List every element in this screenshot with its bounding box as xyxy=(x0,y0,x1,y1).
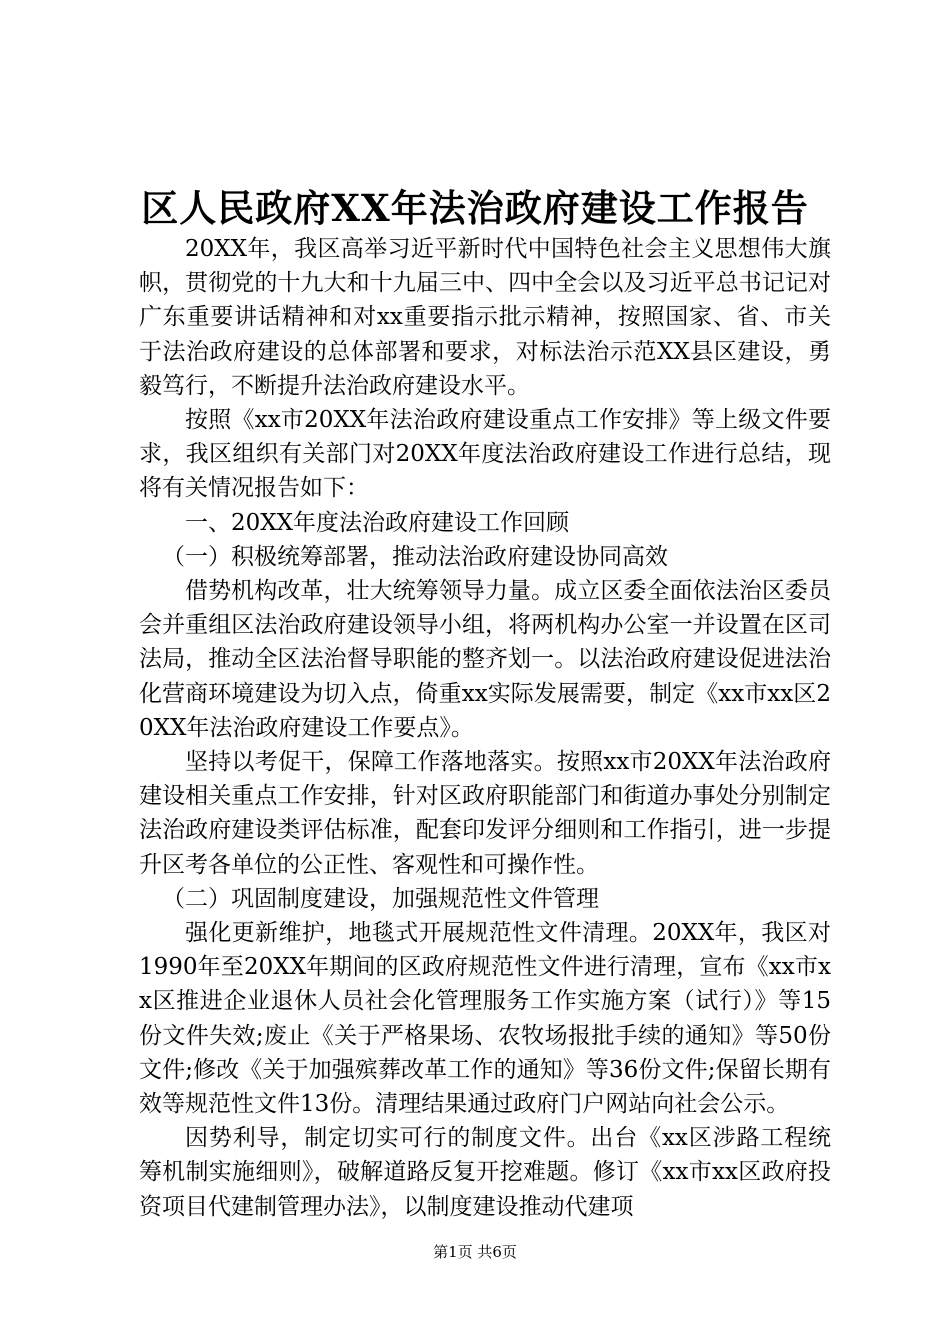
body-paragraph-2: 坚持以考促干，保障工作落地落实。按照xx市20XX年法治政府建设相关重点工作安排，针对区政府职能部门和街道办事处分别制定法治政府建设类评估标准，配套印发评分细则和工作指引，进一步提升区考各单位的公正性、客观性和可操作性。 xyxy=(139,749,831,878)
section-heading: 一、20XX年度法治政府建设工作回顾 xyxy=(185,509,570,536)
subsection-heading-1: （一）积极统筹部署，推动法治政府建设协同高效 xyxy=(162,543,668,570)
body-paragraph-4: 因势利导，制定切实可行的制度文件。出台《xx区涉路工程统筹机制实施细则》，破解道路反复开挖难题。修订《xx市xx区政府投资项目代建制管理办法》，以制度建设推动代建项 xyxy=(139,1125,831,1220)
document-body xyxy=(139,232,831,1224)
summary-paragraph: 按照《xx市20XX年法治政府建设重点工作安排》等上级文件要求，我区组织有关部门对20XX年度法治政府建设工作进行总结，现将有关情况报告如下： xyxy=(139,407,831,502)
subsection-heading-2: （二）巩固制度建设，加强规范性文件管理 xyxy=(162,885,599,912)
page-footer: 第1页 共6页 xyxy=(433,1243,517,1261)
intro-paragraph: 20XX年，我区高举习近平新时代中国特色社会主义思想伟大旗帜，贯彻党的十九大和十九届三中、四中全会以及习近平总书记记对广东重要讲话精神和对xx重要指示批示精神，按照国家、省、市关于法治政府建设的总体部署和要求，对标法治示范XX县区建设，勇毅笃行，不断提升法治政府建设水平。 xyxy=(139,236,831,399)
body-paragraph-3: 强化更新维护，地毯式开展规范性文件清理。20XX年，我区对1990年至20XX年期间的区政府规范性文件进行清理，宣布《xx市xx区推进企业退休人员社会化管理服务工作实施方案（试行）》等15份文件失效;废止《关于严格果场、农牧场报批手续的通知》等50份文件;修改《关于加强殡葬改革工作的通知》等36份文件;保留长期有效等规范性文件13份。清理结果通过政府门户网站向社会公示。 xyxy=(139,920,831,1118)
body-paragraph-1: 借势机构改革，壮大统筹领导力量。成立区委全面依法治区委员会并重组区法治政府建设领导小组，将两机构办公室一并设置在区司法局，推动全区法治督导职能的整齐划一。以法治政府建设促进法治化营商环境建设为切入点，倚重xx实际发展需要，制定《xx市xx区20XX年法治政府建设工作要点》。 xyxy=(139,578,831,741)
document-title: 区人民政府XX年法治政府建设工作报告 xyxy=(141,186,809,230)
